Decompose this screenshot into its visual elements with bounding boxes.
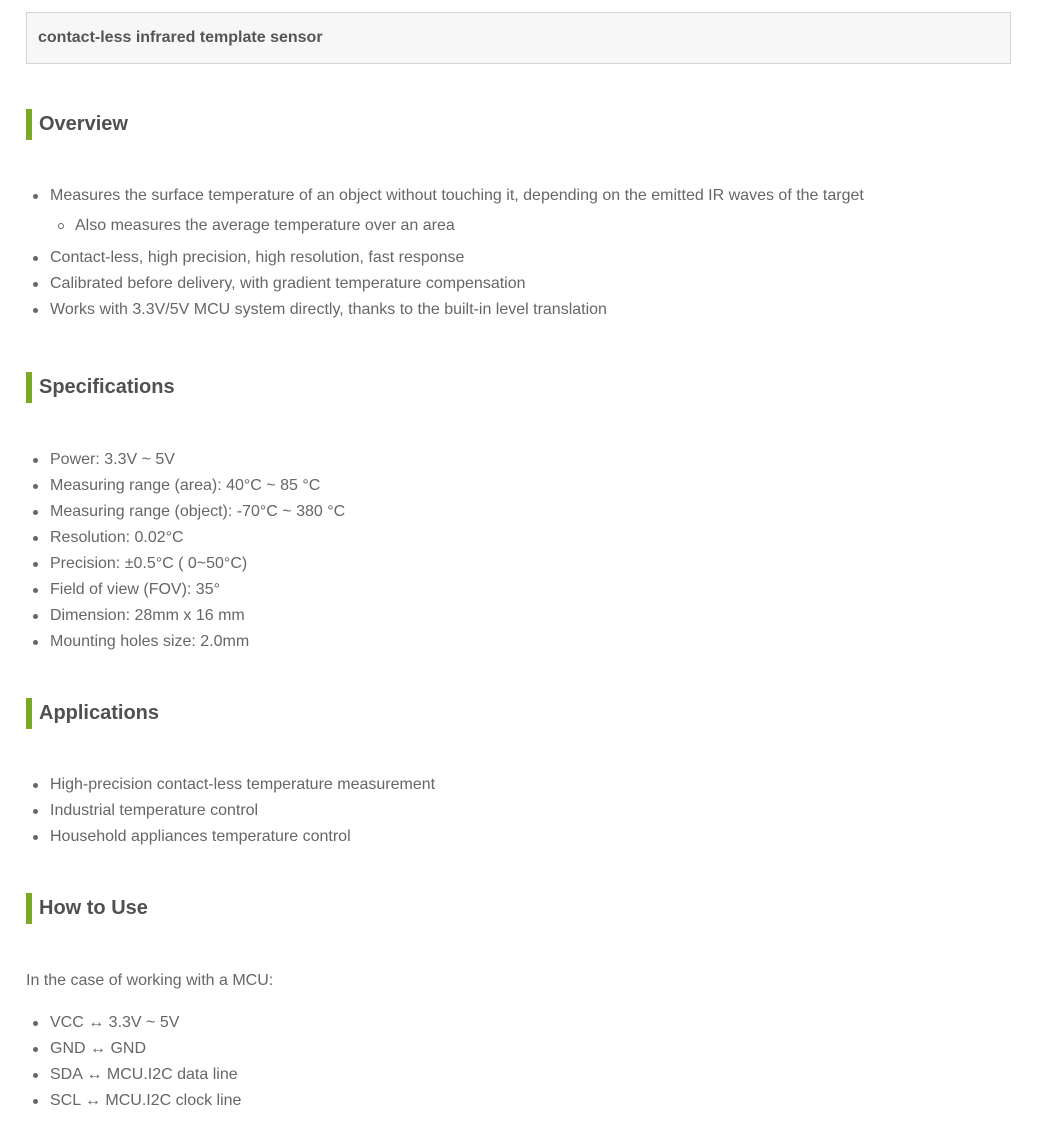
list-item: Resolution: 0.02°C [26,525,345,551]
overview-heading: Overview [26,109,128,140]
list-item: Works with 3.3V/5V MCU system directly, thanks to the built-in level translation [26,297,864,323]
list-item: SCL ↔ MCU.I2C clock line [26,1088,241,1114]
list-item: SDA ↔ MCU.I2C data line [26,1062,241,1088]
how-to-use-list [26,1010,241,1114]
list-item: Measuring range (object): -70°C ~ 380 °C [26,499,345,525]
list-item: Household appliances temperature control [26,824,435,850]
list-item: Precision: ±0.5°C ( 0~50°C) [26,551,345,577]
list-item: VCC ↔ 3.3V ~ 5V [26,1010,241,1036]
list-item: High-precision contact-less temperature measurement [26,772,435,798]
list-item: Calibrated before delivery, with gradient temperature compensation [26,271,864,297]
list-item: Measures the surface temperature of an object without touching it, depending on the emitted IR waves of the target [26,183,864,209]
list-item-nested: Also measures the average temperature over an area [26,213,864,239]
how-to-use-heading: How to Use [26,893,148,924]
applications-heading: Applications [26,698,159,729]
list-item: Mounting holes size: 2.0mm [26,629,345,655]
title-box [26,12,1011,64]
list-item: Industrial temperature control [26,798,435,824]
list-item: GND ↔ GND [26,1036,241,1062]
list-item: Measuring range (area): 40°C ~ 85 °C [26,473,345,499]
page-title: contact-less infrared template sensor [38,29,323,46]
list-item: Contact-less, high precision, high resolution, fast response [26,245,864,271]
list-item: Field of view (FOV): 35° [26,577,345,603]
how-to-use-intro: In the case of working with a MCU: [26,972,274,989]
specifications-list [26,447,345,655]
list-item: Dimension: 28mm x 16 mm [26,603,345,629]
specifications-heading: Specifications [26,372,175,403]
applications-list [26,772,435,850]
overview-list [26,183,864,323]
list-item: Power: 3.3V ~ 5V [26,447,345,473]
